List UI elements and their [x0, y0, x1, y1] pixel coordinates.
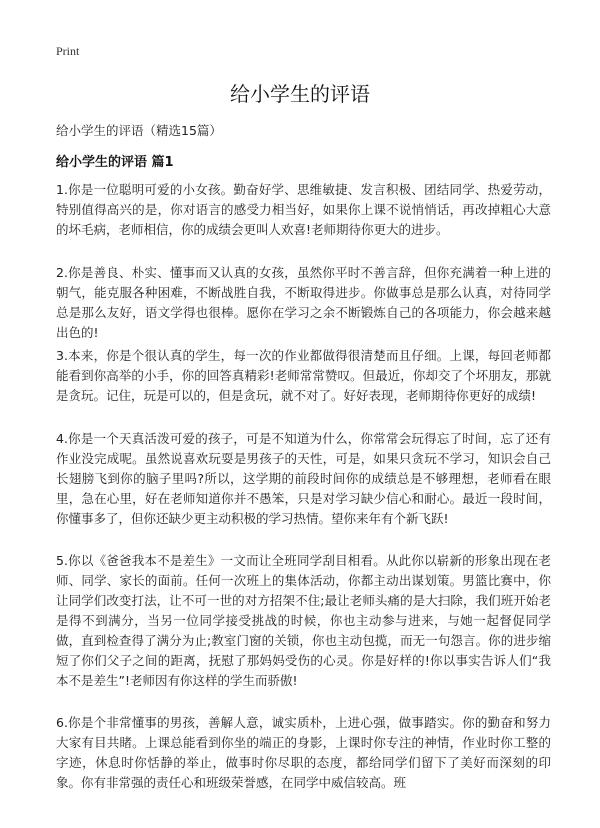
page-title: 给小学生的评语: [230, 82, 370, 106]
comment-paragraph-1: 1.你是一位聪明可爱的小女孩。勤奋好学、思维敏捷、发言积极、团结同学、热爱劳动，特别值得高兴的是，你对语言的感受力相当好，如果你上课不说悄悄话，再改掉粗心大意的坏毛病，老师相信，你的成绩会更叫人欢喜!老师期待你更大的进步。: [56, 182, 551, 237]
comment-paragraph-2: 2.你是善良、朴实、懂事而又认真的女孩，虽然你平时不善言辞，但你充满着一种上进的朝气，能克服各种困难，不断战胜自我，不断取得进步。你做事总是那么认真，对待同学总是那么友好，语文学得也很棒。愿你在学习之余不断锻炼自己的各项能力，你会越来越出色的!: [56, 265, 551, 340]
print-link[interactable]: Print: [56, 44, 80, 58]
section-heading: 给小学生的评语 篇1: [56, 155, 174, 170]
comment-paragraph-5: 5.你以《爸爸我本不是差生》一文而让全班同学刮目相看。从此你以崭新的形象出现在老师、同学、家长的面前。任何一次班上的集体活动，你都主动出谋划策。男篮比赛中，你让同学们改变打法，让不可一世的对方招架不住;最让老师头痛的是大扫除，我们班开始老是得不到满分，当另一位同学接受挑战的时候，你也主动参与进来，与她一起督促同学做，直到检查得了满分为止;教室门窗的关锁，你也主动包揽，而无一句怨言。你的进步缩短了你们父子之间的距离，抚慰了那妈妈受伤的心灵。你是好样的!你以事实告诉人们“我本不是差生”!老师因有你这样的学生而骄傲!: [56, 553, 551, 688]
document-subtitle: 给小学生的评语（精选15篇）: [56, 123, 222, 138]
comment-paragraph-4: 4.你是一个天真活泼可爱的孩子，可是不知道为什么，你常常会玩得忘了时间，忘了还有作业没完成呢。虽然说喜欢玩耍是男孩子的天性，可是，如果只贪玩不学习，知识会自己长翅膀飞到你的脑子里吗?所以，这学期的前段时间你的成绩总是不够理想，老师看在眼里，急在心里，好在老师知道你并不愚笨，只是对学习缺少信心和耐心。最近一段时间，你懂事多了，但你还缺少更主动积极的学习热情。望你来年有个新飞跃!: [56, 431, 551, 526]
comment-paragraph-3: 3.本来，你是个很认真的学生，每一次的作业都做得很清楚而且仔细。上课，每回老师都能看到你高举的小手，你的回答真精彩!老师常常赞叹。但最近，你却交了个坏朋友，那就是贪玩。记住，玩是可以的，但是贪玩，就不对了。好好表现，老师期待你更好的成绩!: [56, 348, 551, 403]
comment-paragraph-6: 6.你是个非常懂事的男孩，善解人意，诚实质朴，上进心强，做事踏实。你的勤奋和努力大家有目共睹。上课总能看到你坐的端正的身影，上课时你专注的神情，作业时你工整的字迹，休息时你恬静的举止，做事时你尽职的态度，都给同学们留下了美好而深刻的印象。你有非常强的责任心和班级荣誉感，在同学中威信较高。班: [56, 715, 551, 790]
